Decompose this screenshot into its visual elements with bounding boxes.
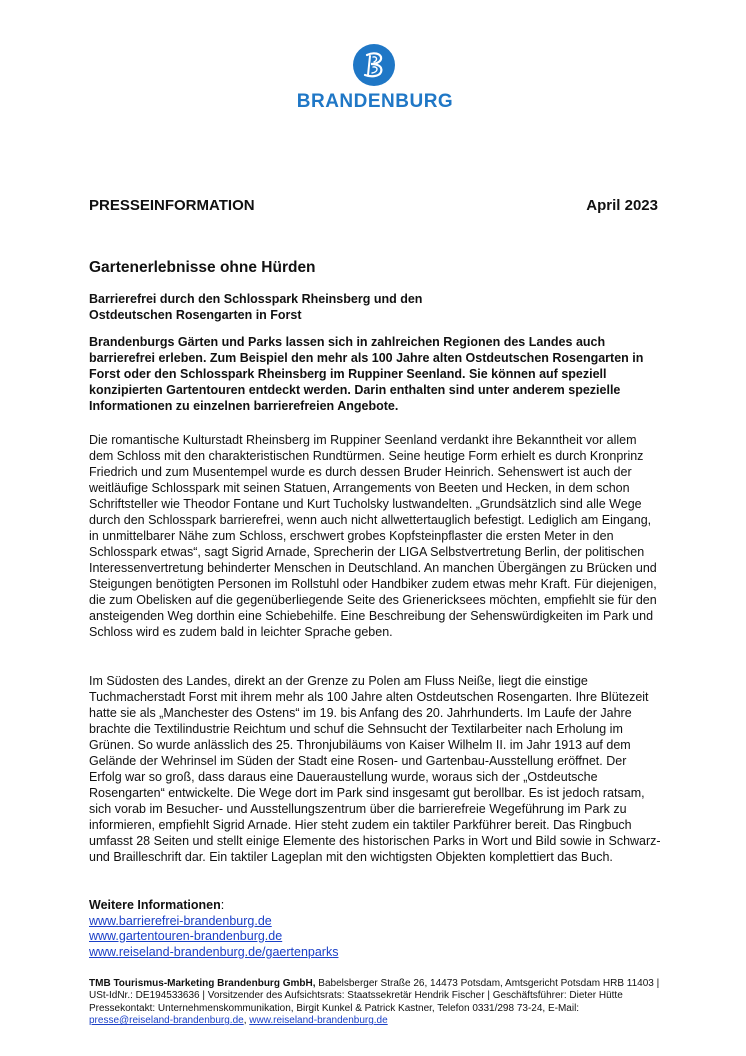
article-title: Gartenerlebnisse ohne Hürden (89, 259, 316, 276)
footer-text: Babelsberger Straße 26, 14473 Potsdam, Amtsgericht Potsdam HRB 11403 | USt-IdNr.: DE194533636 | Vorsitzender des Aufsichtsrats: Staatssekretär Hendrik Fischer | Geschäftsführer: Dieter Hütte Pressekontakt: Unternehmenskommunikation, Birgit Kunkel & Patrick Kastner, Telefon 0331/298 73-24, E-Mail: (89, 978, 660, 1014)
imprint-footer (89, 978, 663, 1028)
brand-logo (290, 44, 460, 114)
footer-separator: , (243, 1015, 250, 1027)
article-lead: Brandenburgs Gärten und Parks lassen sich in zahlreichen Regionen des Landes auch barrierefrei erleben. Zum Beispiel den mehr als 100 Jahre alten Ostdeutschen Rosengarten in Forst oder den Schlosspark Rheinsberg im Ruppiner Seenland. Sie können auf speziell konzipierten Gartentouren entdeckt werden. Darin enthalten sind unter anderem spezielle Informationen zu einzelnen barrierefreien Angebote. (89, 335, 644, 413)
article-paragraph-rheinsberg: Die romantische Kulturstadt Rheinsberg im Ruppiner Seenland verdankt ihre Bekanntheit vor allem dem Schloss mit den charakteristischen Rundtürmen. Seine heutige Form erhielt es durch Kronprinz Friedrich und zum Musentempel wurde es durch dessen Bruder Heinrich. Sehenswert ist auch der weitläufige Schlosspark mit seinen Statuen, Arrangements von Beeten und Hecken, in dem schon Schriftsteller wie Theodor Fontane und Kurt Tucholsky lustwandelten. „Grundsätzlich sind alle Wege durch den Schlosspark barrierefrei, wenn auch nicht allwettertauglich befestigt. Lediglich am Eingang, in unmittelbarer Nähe zum Schloss, erschwert grobes Kopfsteinpflaster die ersten Meter in den Schlosspark etwas“, sagt Sigrid Arnade, Sprecherin der LIGA Selbstvertretung Berlin, der politischen Interessenvertretung behinderter Menschen in Deutschland. An manchen Übergängen zu Brücken und Steigungen benötigten Personen im Rollstuhl oder Handbiker zudem etwas mehr Kraft. Für diejenigen, die zum Obelisken auf die gegenüberliegende Seite des Grienericksees möchten, empfiehlt sie für den ansteigenden Weg dorthin eine Schiebehilfe. Eine Beschreibung der Sehenswürdigkeiten im Park und Schloss wird es zudem bald in leichter Sprache geben. (89, 433, 657, 639)
footer-email-link[interactable]: presse@reiseland-brandenburg.de (89, 1015, 244, 1027)
press-header (89, 197, 658, 214)
more-info-heading: Weitere Informationen: (89, 898, 225, 912)
link-barrierefrei[interactable]: www.barrierefrei-brandenburg.de (89, 913, 272, 928)
logo-monogram (353, 44, 395, 86)
press-date: April 2023 (586, 197, 658, 214)
article-paragraph-forst: Im Südosten des Landes, direkt an der Grenze zu Polen am Fluss Neiße, liegt die einstige Tuchmacherstadt Forst mit ihrem mehr als 100 Jahre alten Ostdeutschen Rosengarten. Ihre Blütezeit hatte sie als „Manchester des Ostens“ im 19. bis Anfang des 20. Jahrhunderts. Im Laufe der Jahre brachte die Textilindustrie Reichtum und schuf die Sehnsucht der Textilarbeiter nach Erholung im Grünen. So wurde anlässlich des 25. Thronjubiläums von Kaiser Wilhelm II. im Jahr 1913 auf dem Gelände der Wehrinsel im Süden der Stadt eine Rosen- und Gartenbau-Ausstellung eröffnet. Der Erfolg war so groß, dass daraus eine Daueraustellung wurde, woraus sich der „Ostdeutsche Rosengarten“ entwickelte. Die Wege dort im Park sind insgesamt gut berollbar. Es ist jedoch ratsam, sich vorab im Besucher- und Ausstellungszentrum über die barrierefreie Wegeführung im Park zu informieren, empfiehlt Sigrid Arnade. Hier steht zudem ein taktiler Parkführer bereit. Das Ringbuch umfasst 28 Seiten und stellt einige Elemente des historischen Parks in Wort und Bild sowie in Schwarz- und Brailleschrift dar. Ein taktiler Lageplan mit den wichtigsten Objekten komplettiert das Buch. (89, 674, 661, 864)
footer-company: TMB Tourismus-Marketing Brandenburg GmbH, (89, 978, 316, 989)
article-subtitle: Barrierefrei durch den Schlosspark Rheinsberg und den Ostdeutschen Rosengarten in Forst (89, 292, 423, 322)
brandenburg-b-logo-icon (353, 44, 395, 86)
more-info-section (89, 898, 338, 960)
link-gartentouren[interactable]: www.gartentouren-brandenburg.de (89, 929, 283, 943)
press-label: PRESSEINFORMATION (89, 197, 255, 214)
footer-website-link[interactable]: www.reiseland-brandenburg.de (249, 1015, 388, 1027)
logo-wordmark: BRANDENBURG (296, 91, 454, 112)
link-gaertenparks[interactable]: www.reiseland-brandenburg.de/gaertenparks (89, 944, 339, 959)
